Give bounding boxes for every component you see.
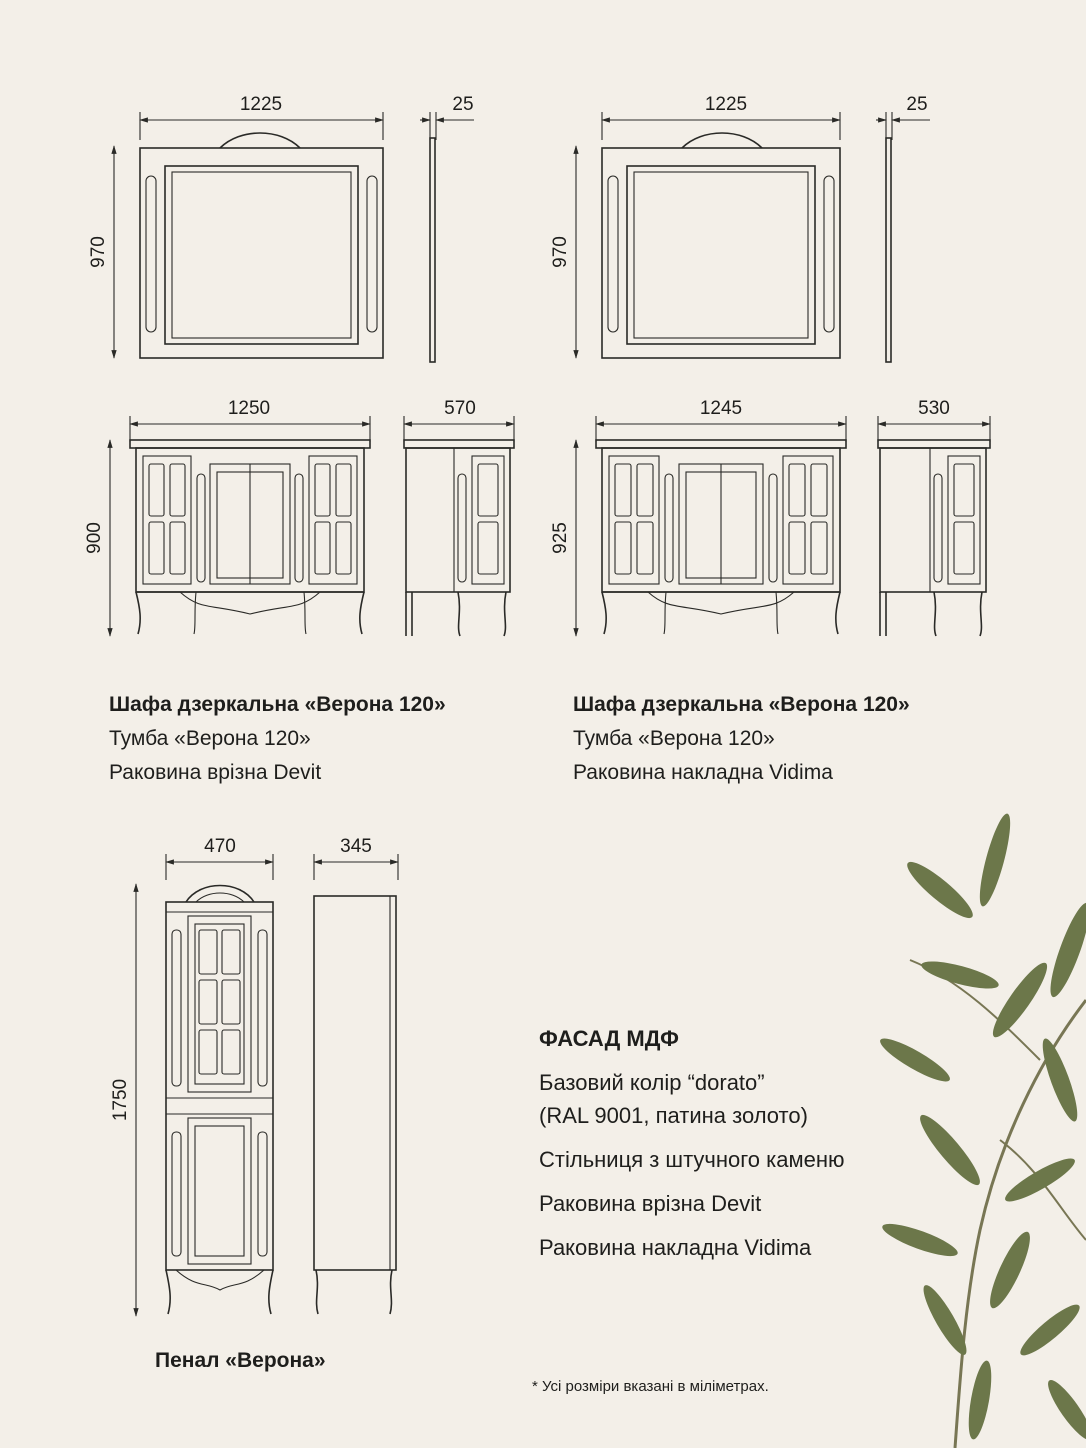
facade-spec-block — [539, 1026, 844, 1264]
mirror-width-label-2: 1225 — [704, 94, 748, 115]
pencil-side-drawing — [314, 836, 398, 1314]
vanity-height-label-1: 900 — [84, 522, 105, 554]
vanity-width-label-1: 1250 — [227, 398, 271, 419]
caption-pencil-title: Пенал «Верона» — [155, 1349, 326, 1372]
mirror-height-label-1: 970 — [88, 236, 109, 268]
vanity-depth-label-1: 570 — [444, 398, 476, 419]
vanity-height-label-2: 925 — [550, 522, 571, 554]
mirror-depth-label-1: 25 — [452, 94, 474, 115]
mirror-side-drawing-1 — [420, 94, 474, 362]
mirror-front-drawing-1 — [88, 94, 383, 358]
mirror-height-label-2: 970 — [550, 236, 571, 268]
vanity-width-label-2: 1245 — [699, 398, 743, 419]
spec-line5: Раковина накладна Vidima — [539, 1235, 812, 1260]
pencil-height-label: 1750 — [110, 1078, 131, 1122]
spec-line4: Раковина врізна Devit — [539, 1191, 762, 1216]
mirror-width-label-1: 1225 — [239, 94, 283, 115]
vanity-front-drawing-1 — [84, 398, 370, 636]
caption-set-1-title: Шафа дзеркальна «Верона 120» — [109, 693, 446, 716]
spec-title: ФАСАД МДФ — [539, 1026, 679, 1051]
spec-line3: Стільниця з штучного каменю — [539, 1147, 845, 1172]
mirror-depth-label-2: 25 — [906, 94, 928, 115]
mirror-side-drawing-2 — [876, 94, 930, 362]
pencil-front-drawing — [110, 836, 273, 1316]
spec-line1: Базовий колір “dorato” — [539, 1070, 765, 1095]
pencil-width-label: 470 — [204, 836, 236, 857]
caption-set-1 — [109, 688, 446, 790]
vanity-side-drawing-2 — [878, 398, 990, 636]
caption-set-2-line1: Тумба «Верона 120» — [573, 727, 775, 750]
caption-set-2-title: Шафа дзеркальна «Верона 120» — [573, 693, 910, 716]
vanity-front-drawing-2 — [550, 398, 846, 636]
vanity-side-drawing-1 — [404, 398, 514, 636]
olive-branch-decoration — [876, 811, 1086, 1448]
caption-set-2-line2: Раковина накладна Vidima — [573, 761, 833, 784]
caption-pencil — [155, 1344, 326, 1378]
footnote: * Усі розміри вказані в міліметрах. — [532, 1378, 769, 1395]
mirror-front-drawing-2 — [550, 94, 840, 358]
spec-line2: (RAL 9001, патина золото) — [539, 1103, 808, 1128]
caption-set-2 — [573, 688, 910, 790]
pencil-depth-label: 345 — [340, 836, 372, 857]
caption-set-1-line2: Раковина врізна Devit — [109, 761, 322, 784]
vanity-depth-label-2: 530 — [918, 398, 950, 419]
caption-set-1-line1: Тумба «Верона 120» — [109, 727, 311, 750]
